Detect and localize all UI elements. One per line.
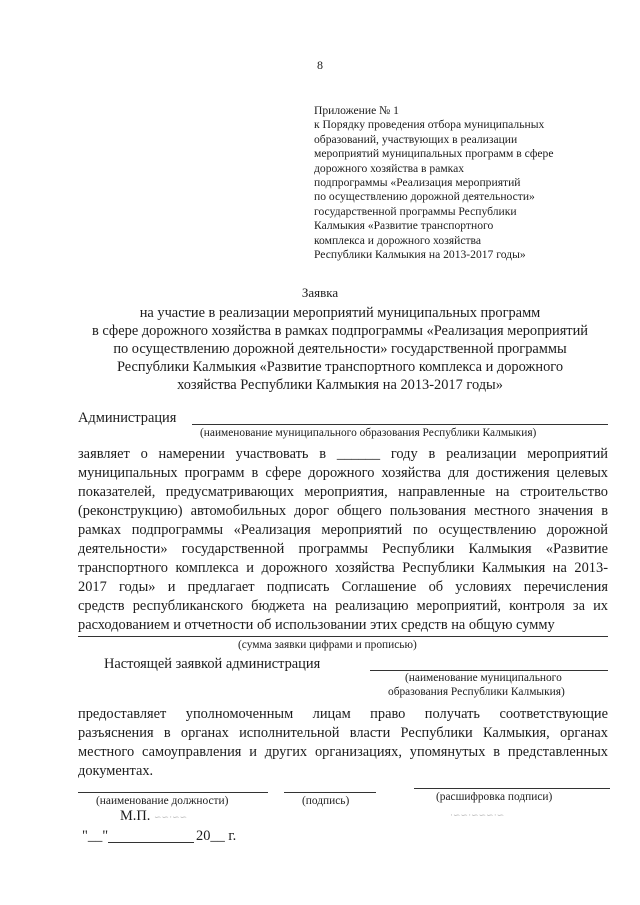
paragraph-line: средств республиканского бюджета на реализацию мероприятий, контроля за их xyxy=(78,598,608,614)
date-month-fill-line[interactable] xyxy=(108,842,194,843)
appendix-line: Приложение № 1 xyxy=(314,104,399,117)
stamp-place: М.П. xyxy=(120,808,151,824)
paragraph-line: документах. xyxy=(78,763,154,779)
present-label: Настоящей заявкой администрация xyxy=(104,656,321,672)
paragraph-line: местного самоуправления и других организациях, упомянутых в представленных xyxy=(78,744,608,760)
paragraph-line: (реконструкцию) автомобильных дорог общего пользования местного значения в xyxy=(78,503,608,519)
sum-hint: (сумма заявки цифрами и прописью) xyxy=(238,639,417,651)
appendix-line: Калмыкия «Развитие транспортного xyxy=(314,219,494,233)
subtitle-line: хозяйства Республики Калмыкия на 2013-2017 годы» xyxy=(177,377,503,393)
scan-noise: ∽∽·∽∽ xyxy=(154,812,188,822)
decoding-fill-line[interactable] xyxy=(414,788,610,789)
subtitle-line: по осуществлению дорожной деятельности» государственной программы xyxy=(113,341,567,357)
appendix-line: государственной программы Республики xyxy=(314,204,517,218)
date-year: 20__ г. xyxy=(196,828,237,844)
scan-noise: ·∽∽·∽∽∽·∽ xyxy=(450,810,505,820)
appendix-line: по осуществлению дорожной деятельности» xyxy=(314,190,535,204)
decoding-hint: (расшифровка подписи) xyxy=(436,791,553,803)
position-hint: (наименование должности) xyxy=(96,795,229,807)
paragraph-line: 2017 годы» и предлагает подписать Соглашение об условиях перечисления xyxy=(78,579,608,595)
appendix-line: дорожного хозяйства в рамках xyxy=(314,161,465,175)
paragraph-line: рамках подпрограммы «Реализация мероприятий по осуществлению дорожной xyxy=(78,522,608,538)
appendix-line: образований, участвующих в реализации xyxy=(314,132,518,146)
present-fill-line[interactable] xyxy=(370,670,608,671)
page-number: 8 xyxy=(317,58,323,72)
paragraph-line: разъяснения в органах исполнительной власти Республики Калмыкия, органах xyxy=(78,725,608,741)
signature-fill-line[interactable] xyxy=(284,792,376,793)
date-day: "__" xyxy=(82,828,109,844)
subtitle-line: Республики Калмыкия «Развитие транспортного комплекса и дорожного xyxy=(116,359,564,375)
paragraph-line: заявляет о намерении участвовать в ______ году в реализации мероприятий xyxy=(78,446,608,462)
document-subtitle xyxy=(60,304,620,394)
appendix-line: мероприятий муниципальных программ в сфере xyxy=(314,147,554,161)
appendix-line: к Порядку проведения отбора муниципальных xyxy=(314,118,545,132)
present-hint: (наименование муниципального xyxy=(405,672,562,684)
present-hint: образования Республики Калмыкия) xyxy=(388,686,565,698)
administration-hint: (наименование муниципального образования Республики Калмыкия) xyxy=(200,427,537,439)
document-title: Заявка xyxy=(301,285,339,300)
subtitle-line: в сфере дорожного хозяйства в рамках подпрограммы «Реализация мероприятий xyxy=(91,323,589,339)
signature-hint: (подпись) xyxy=(302,795,350,807)
sum-fill-line[interactable] xyxy=(78,636,608,637)
appendix-line: подпрограммы «Реализация мероприятий xyxy=(314,176,521,190)
appendix-line: комплекса и дорожного хозяйства xyxy=(314,233,481,247)
paragraph-line: муниципальных программ в сфере дорожного хозяйства для достижения целевых xyxy=(78,465,608,481)
paragraph-line: расходованием и отчетности об использовании этих средств на общую сумму xyxy=(78,617,555,633)
administration-fill-line[interactable] xyxy=(192,424,608,425)
administration-label: Администрация xyxy=(78,410,177,426)
paragraph-line: транспортного комплекса и дорожного хозяйства Республики Калмыкия на 2013- xyxy=(78,560,608,576)
appendix-block xyxy=(314,104,553,262)
paragraph-line: деятельности» государственной программы Республики Калмыкия «Развитие xyxy=(78,541,608,557)
appendix-line: Республики Калмыкия на 2013-2017 годы» xyxy=(314,248,526,262)
subtitle-line: на участие в реализации мероприятий муниципальных программ xyxy=(139,305,541,321)
paragraph-line: показателей, предусматривающих мероприятия, направленные на строительство xyxy=(78,484,608,500)
position-fill-line[interactable] xyxy=(78,792,268,793)
paragraph-line: предоставляет уполномоченным лицам право получать соответствующие xyxy=(78,706,608,722)
